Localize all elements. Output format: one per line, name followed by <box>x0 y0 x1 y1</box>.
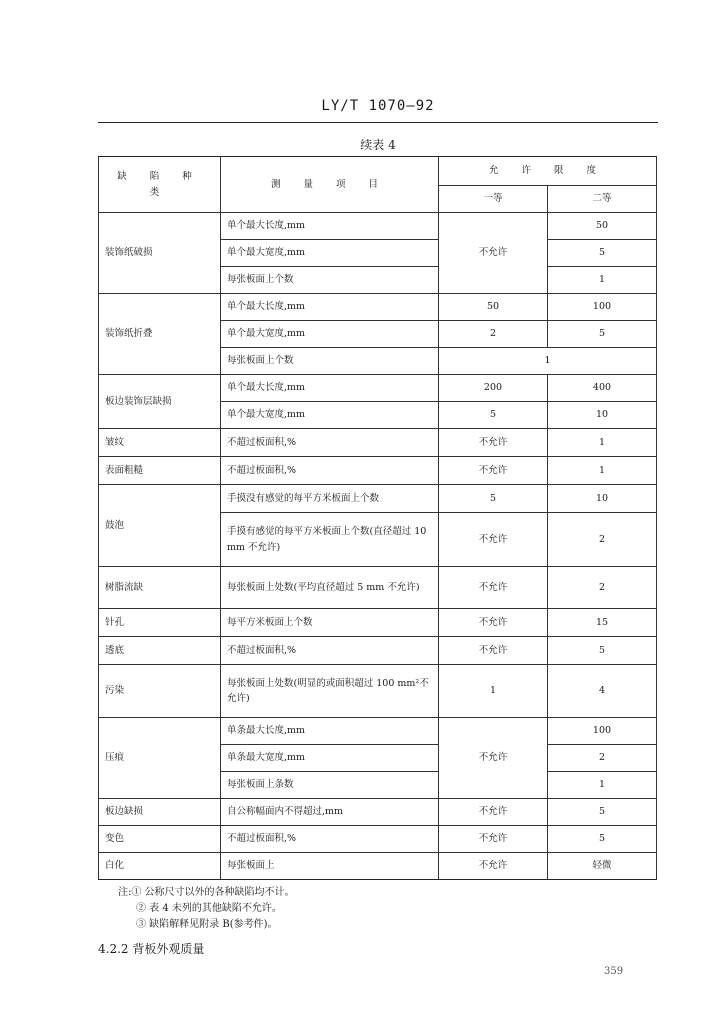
grade1-cell: 200 <box>439 375 548 402</box>
grade1-cell: 不允许 <box>439 429 548 457</box>
table-row <box>99 375 657 402</box>
item-cell: 不超过板面积,% <box>221 429 439 457</box>
grade2-cell: 1 <box>548 457 657 485</box>
table-row <box>99 853 657 880</box>
grade2-cell: 1 <box>548 772 657 799</box>
grade1-cell: 1 <box>439 665 548 718</box>
grade2-cell: 4 <box>548 665 657 718</box>
item-cell: 每张板面上 <box>221 853 439 880</box>
grade2-cell: 10 <box>548 402 657 429</box>
grade2-cell: 100 <box>548 294 657 321</box>
grade2-cell: 10 <box>548 485 657 513</box>
note-2: ② 表 4 未列的其他缺陷不允许。 <box>136 903 282 914</box>
grade1-cell: 5 <box>439 402 548 429</box>
page-number: 359 <box>604 966 624 977</box>
item-cell: 单个最大宽度,mm <box>221 240 439 267</box>
table-row <box>99 429 657 457</box>
grade2-cell: 15 <box>548 609 657 637</box>
item-cell: 手摸有感觉的每平方米板面上个数(直径超过 10 mm 不允许) <box>221 513 439 567</box>
defect-cell: 皱纹 <box>99 429 221 457</box>
table-row <box>99 826 657 853</box>
defect-cell: 板边装饰层缺损 <box>99 375 221 429</box>
item-cell: 不超过板面积,% <box>221 826 439 853</box>
grade1-cell: 不允许 <box>439 718 548 799</box>
grade2-cell: 400 <box>548 375 657 402</box>
item-cell: 单条最大长度,mm <box>221 718 439 745</box>
header-grade2: 二等 <box>548 186 657 213</box>
defect-table <box>98 156 657 880</box>
item-cell: 不超过板面积,% <box>221 457 439 485</box>
grade2-cell: 5 <box>548 321 657 348</box>
defect-cell: 透底 <box>99 637 221 665</box>
table-row <box>99 665 657 718</box>
header-allow: 允 许 限 度 <box>439 157 657 186</box>
item-cell: 单个最大宽度,mm <box>221 402 439 429</box>
item-cell: 每张板面上处数(平均直径超过 5 mm 不允许) <box>221 567 439 609</box>
table-row <box>99 294 657 321</box>
item-cell: 每张板面上个数 <box>221 348 439 375</box>
grade2-cell: 2 <box>548 745 657 772</box>
grade1-cell: 不允许 <box>439 637 548 665</box>
grade1-cell: 5 <box>439 485 548 513</box>
grade2-cell: 2 <box>548 513 657 567</box>
item-cell: 自公称幅面内不得超过,mm <box>221 799 439 826</box>
grade1-cell: 不允许 <box>439 213 548 294</box>
item-cell: 单个最大长度,mm <box>221 375 439 402</box>
standard-header: LY/T 1070—92 <box>321 98 435 114</box>
table-notes <box>118 885 295 933</box>
defect-cell: 压痕 <box>99 718 221 799</box>
header-rule <box>98 122 658 123</box>
grade2-cell: 1 <box>548 429 657 457</box>
defect-cell: 变色 <box>99 826 221 853</box>
item-cell: 手摸没有感觉的每平方米板面上个数 <box>221 485 439 513</box>
defect-cell: 装饰纸折叠 <box>99 294 221 375</box>
item-cell: 每张板面上处数(明显的或面积超过 100 mm²不允许) <box>221 665 439 718</box>
merged-value-cell: 1 <box>439 348 657 375</box>
note-1: 注:① 公称尺寸以外的各种缺陷均不计。 <box>118 887 295 898</box>
defect-cell: 白化 <box>99 853 221 880</box>
defect-cell: 板边缺损 <box>99 799 221 826</box>
grade2-cell: 50 <box>548 213 657 240</box>
grade1-cell: 不允许 <box>439 513 548 567</box>
section-heading: 4.2.2 背板外观质量 <box>98 942 205 956</box>
header-item: 测 量 项 目 <box>221 157 439 213</box>
table-row <box>99 485 657 513</box>
item-cell: 单个最大长度,mm <box>221 213 439 240</box>
grade1-cell: 不允许 <box>439 799 548 826</box>
item-cell: 单条最大宽度,mm <box>221 745 439 772</box>
grade1-cell: 不允许 <box>439 567 548 609</box>
grade2-cell: 5 <box>548 826 657 853</box>
grade1-cell: 不允许 <box>439 609 548 637</box>
header-grade1: 一等 <box>439 186 548 213</box>
grade2-cell: 5 <box>548 799 657 826</box>
table-row <box>99 457 657 485</box>
grade1-cell: 2 <box>439 321 548 348</box>
table-row <box>99 609 657 637</box>
grade1-cell: 50 <box>439 294 548 321</box>
header-defect: 缺 陷 种 类 <box>99 157 221 213</box>
item-cell: 每张板面上条数 <box>221 772 439 799</box>
grade1-cell: 不允许 <box>439 457 548 485</box>
table-row <box>99 718 657 745</box>
item-cell: 单个最大宽度,mm <box>221 321 439 348</box>
grade2-cell: 轻微 <box>548 853 657 880</box>
item-cell: 每平方米板面上个数 <box>221 609 439 637</box>
grade2-cell: 1 <box>548 267 657 294</box>
item-cell: 单个最大长度,mm <box>221 294 439 321</box>
grade1-cell: 不允许 <box>439 826 548 853</box>
grade2-cell: 5 <box>548 240 657 267</box>
grade2-cell: 100 <box>548 718 657 745</box>
grade1-cell: 不允许 <box>439 853 548 880</box>
grade2-cell: 5 <box>548 637 657 665</box>
item-cell: 不超过板面积,% <box>221 637 439 665</box>
defect-cell: 污染 <box>99 665 221 718</box>
defect-cell: 针孔 <box>99 609 221 637</box>
note-3: ③ 缺陷解释见附录 B(参考件)。 <box>136 919 278 930</box>
defect-cell: 表面粗糙 <box>99 457 221 485</box>
defect-cell: 鼓泡 <box>99 485 221 567</box>
defect-cell: 装饰纸破损 <box>99 213 221 294</box>
grade2-cell: 2 <box>548 567 657 609</box>
table-header-row <box>99 157 657 186</box>
table-caption: 续表 4 <box>360 138 396 152</box>
table-row <box>99 799 657 826</box>
item-cell: 每张板面上个数 <box>221 267 439 294</box>
table-row <box>99 637 657 665</box>
table-row <box>99 213 657 240</box>
defect-cell: 树脂流缺 <box>99 567 221 609</box>
table-row <box>99 567 657 609</box>
